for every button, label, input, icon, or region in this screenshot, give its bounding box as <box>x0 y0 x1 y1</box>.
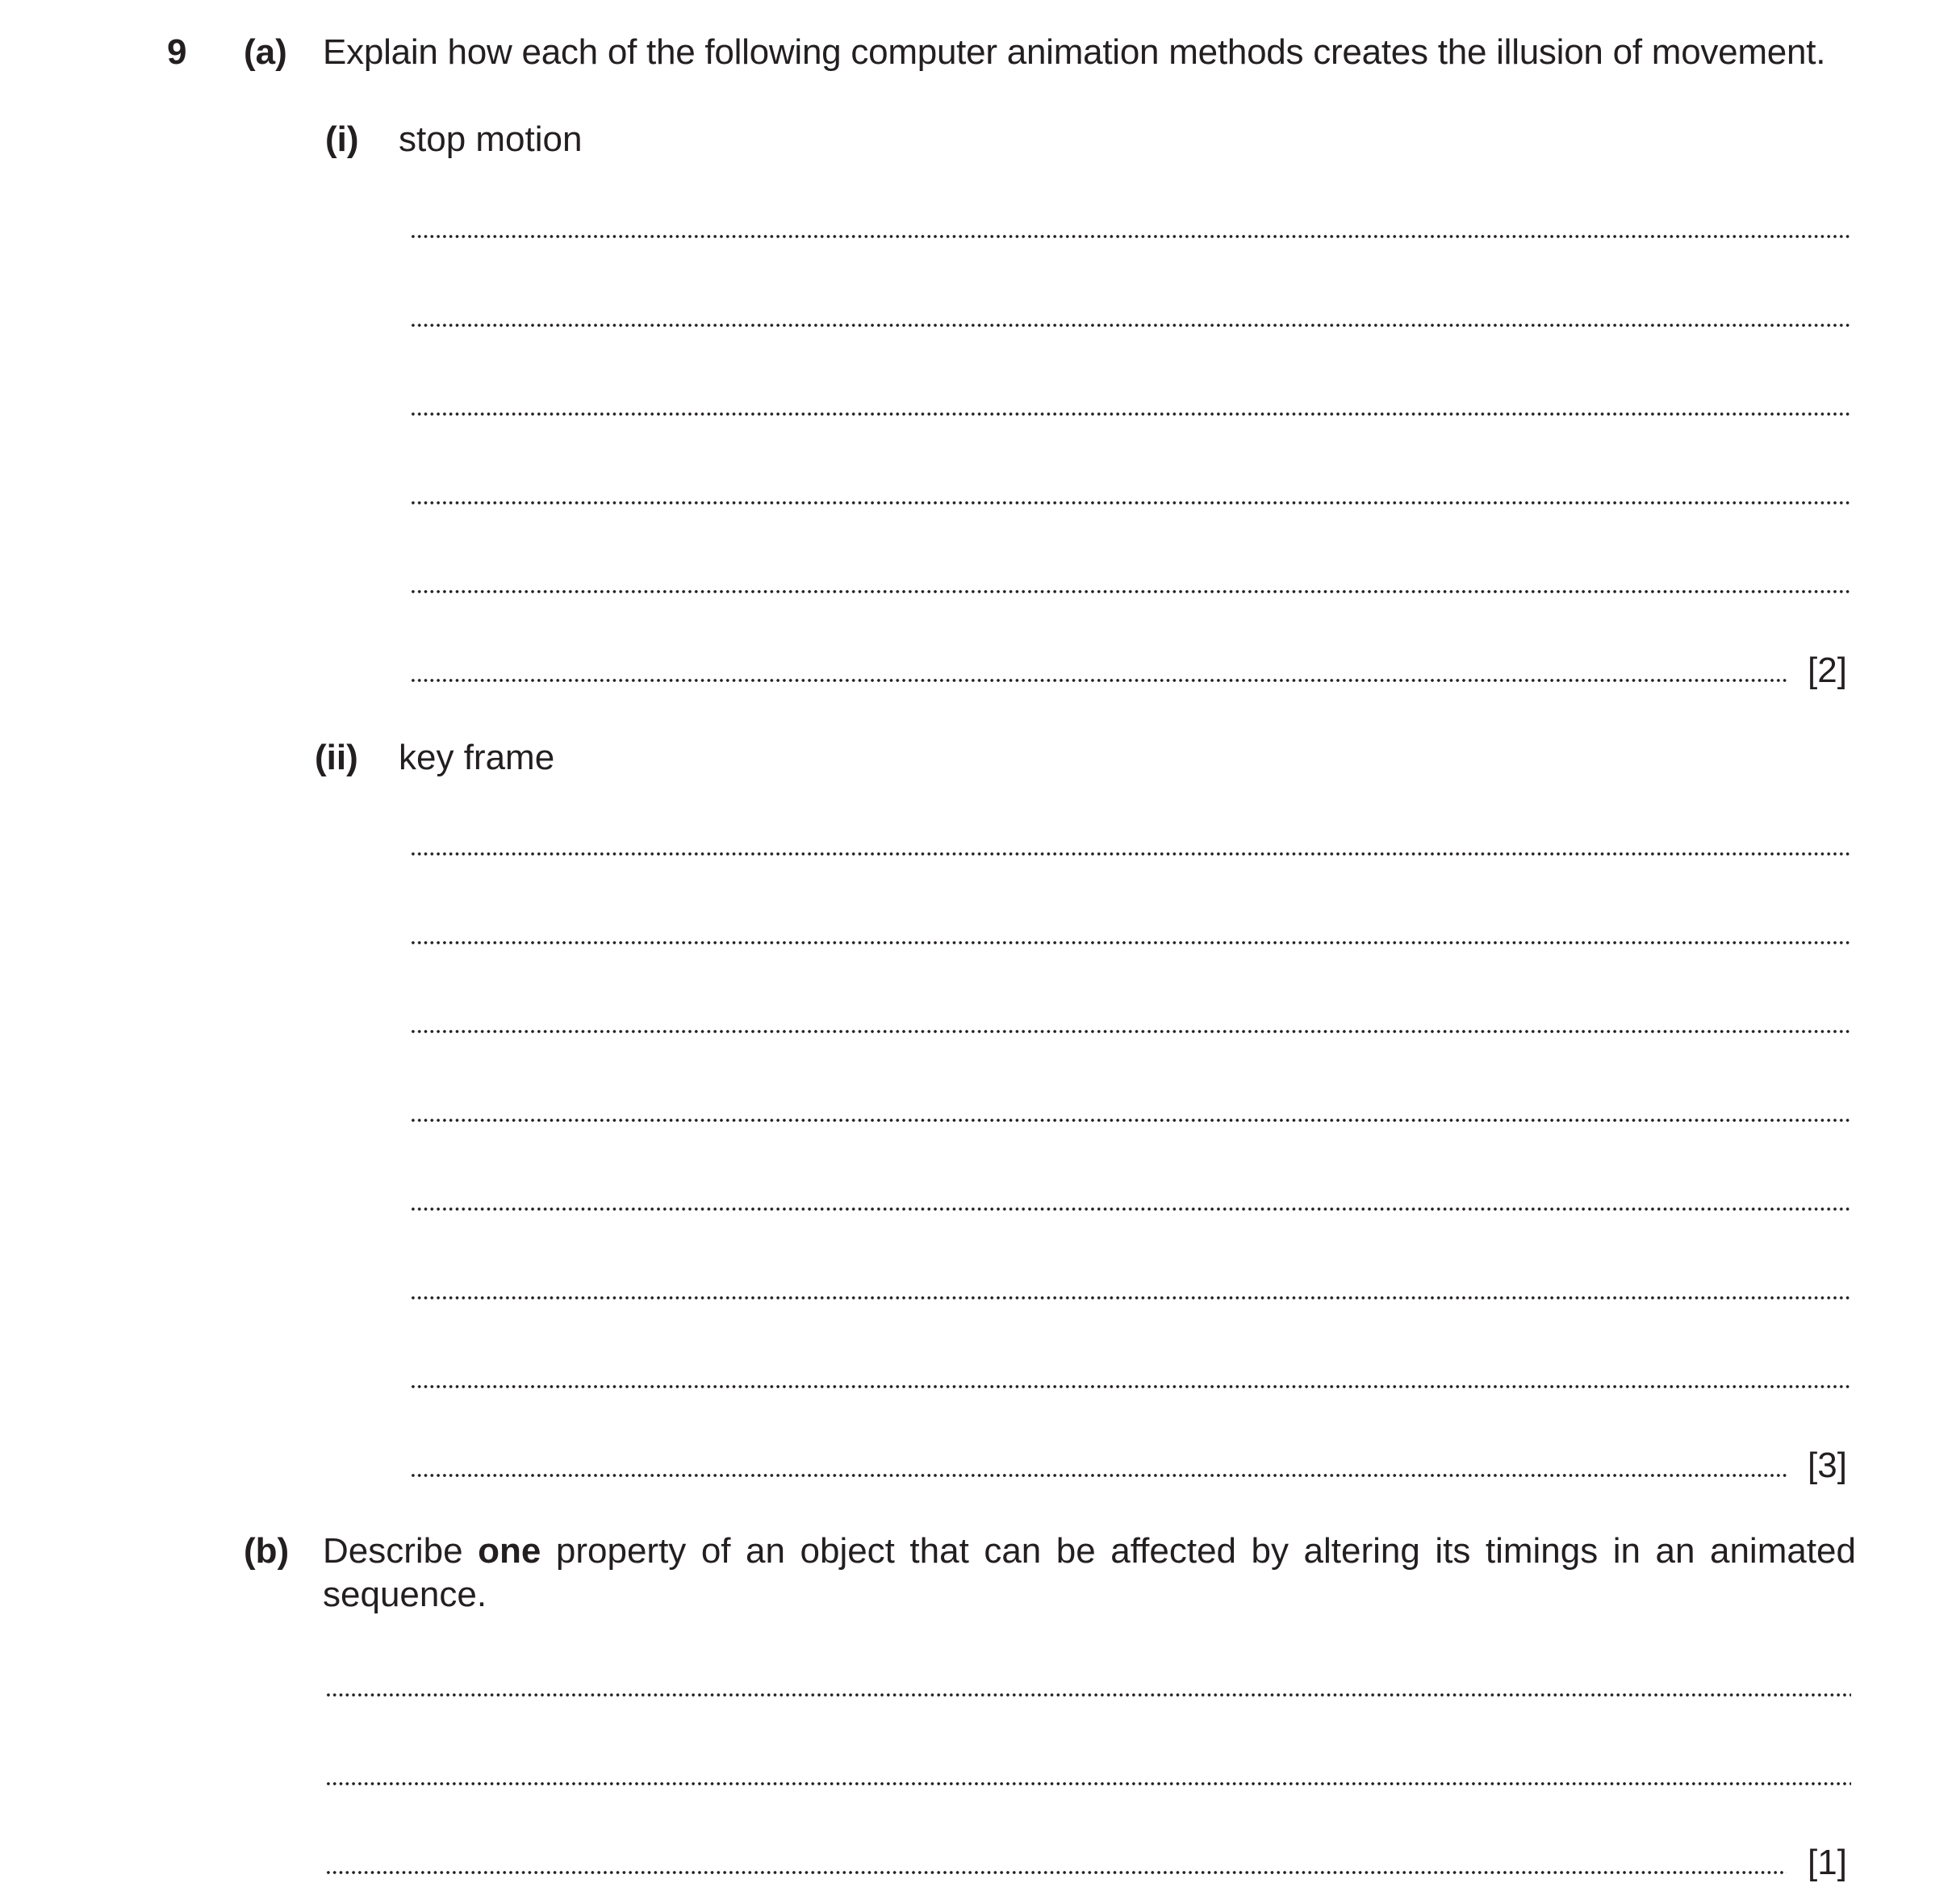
answer-line-ii-7[interactable] <box>410 1384 1851 1389</box>
answer-line-i-6[interactable] <box>410 678 1787 683</box>
part-b-text-before: Describe <box>323 1531 479 1571</box>
answer-line-b-2[interactable] <box>325 1781 1851 1786</box>
part-b-text-bold: one <box>478 1531 541 1571</box>
marks-i: [2] <box>1808 651 1847 690</box>
part-a-text: Explain how each of the following computer animation methods creates the illusion of movement. <box>323 32 1826 72</box>
answer-line-ii-2[interactable] <box>410 940 1851 945</box>
answer-line-ii-5[interactable] <box>410 1207 1851 1211</box>
sub-ii-text: key frame <box>399 738 555 777</box>
marks-ii: [3] <box>1808 1446 1847 1485</box>
sub-i-text: stop motion <box>399 119 583 159</box>
sub-i-label: (i) <box>325 119 359 159</box>
part-b-text <box>323 1529 1856 1617</box>
sub-ii-label: (ii) <box>315 738 358 777</box>
answer-line-ii-8[interactable] <box>410 1473 1787 1478</box>
answer-line-ii-6[interactable] <box>410 1295 1851 1300</box>
answer-line-b-1[interactable] <box>325 1693 1851 1697</box>
answer-line-ii-1[interactable] <box>410 852 1851 856</box>
answer-line-i-4[interactable] <box>410 500 1851 505</box>
part-b-text-after: property of an object that can be affected by altering its timings in an animated sequence. <box>323 1531 1856 1614</box>
answer-line-ii-3[interactable] <box>410 1029 1851 1034</box>
answer-line-i-3[interactable] <box>410 412 1851 416</box>
part-b-label: (b) <box>244 1531 290 1571</box>
answer-line-ii-4[interactable] <box>410 1118 1851 1123</box>
question-number: 9 <box>167 32 187 72</box>
answer-line-i-5[interactable] <box>410 589 1851 594</box>
part-a-label: (a) <box>244 32 287 72</box>
answer-line-b-3[interactable] <box>325 1870 1787 1875</box>
answer-line-i-2[interactable] <box>410 323 1851 328</box>
marks-b: [1] <box>1808 1843 1847 1882</box>
answer-line-i-1[interactable] <box>410 234 1851 239</box>
